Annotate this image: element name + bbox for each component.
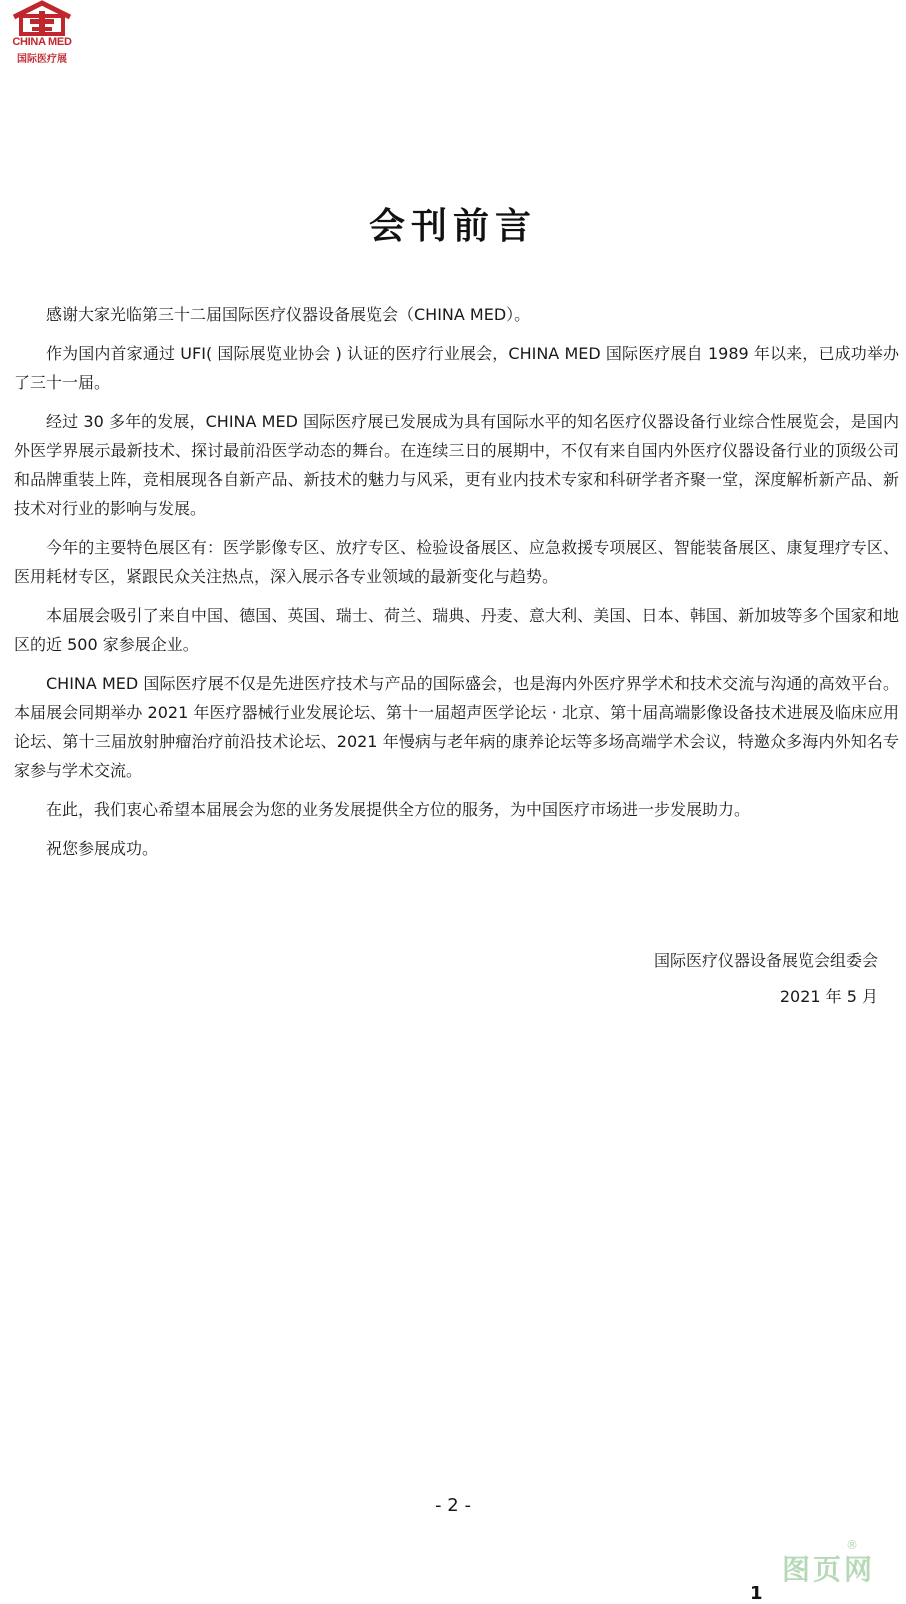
paragraph-wishes: 在此，我们衷心希望本届展会为您的业务发展提供全方位的服务，为中国医疗市场进一步发展助力。 [46, 800, 751, 819]
china-med-logo [0, 0, 86, 66]
page-title: 会刊前言 [368, 206, 537, 247]
paragraph-ufi-certification: 作为国内首家通过 UFI( 国际展览业协会 ) 认证的医疗行业展会，CHINA MED 国际医疗展自 1989 年以来，已成功举办了三十一届。 [14, 344, 899, 392]
watermark-text: 图页网 [782, 1553, 876, 1586]
watermark-registered-mark: ® [846, 1538, 858, 1552]
logo-text-english: CHINA MED [12, 36, 72, 48]
page-number: - 2 - [435, 1495, 471, 1516]
corner-page-number: 1 [750, 1583, 763, 1604]
paragraph-exhibitors: 本届展会吸引了来自中国、德国、英国、瑞士、荷兰、瑞典、丹麦、意大利、美国、日本、韩国、新加坡等多个国家和地区的近 500 家参展企业。 [14, 606, 899, 654]
logo-text-chinese: 国际医疗展 [17, 54, 67, 65]
signature-organizer: 国际医疗仪器设备展览会组委会 [653, 951, 878, 970]
house-cross-logo-icon [10, 0, 74, 36]
signature-date: 2021 年 5 月 [779, 987, 878, 1006]
paragraph-development: 经过 30 多年的发展，CHINA MED 国际医疗展已发展成为具有国际水平的知名医疗仪器设备行业综合性展览会，是国内外医学界展示最新技术、探讨最前沿医学动态的舞台。在连续三日的展期中，不仅有来自国内外医疗仪器设备行业的顶级公司和品牌重装上阵，竞相展现各自新产品、新技术的魅力与风采，更有业内技术专家和科研学者齐聚一堂，深度解析新产品、新技术对行业的影响与发展。 [14, 412, 899, 518]
preface-body [14, 300, 899, 873]
paragraph-closing: 祝您参展成功。 [46, 839, 159, 858]
paragraph-forums: CHINA MED 国际医疗展不仅是先进医疗技术与产品的国际盛会，也是海内外医疗界学术和技术交流与沟通的高效平台。本届展会同期举办 2021 年医疗器械行业发展论坛、第十一届超声医学论坛 · 北京、第十届高端影像设备技术进展及临床应用论坛、第十三届放射肿瘤治疗前沿技术论坛、2021 年慢病与老年病的康养论坛等多场高端学术会议，特邀众多海内外知名专家参与学术交流。 [14, 674, 899, 780]
signature-block [654, 943, 878, 1015]
paragraph-welcome: 感谢大家光临第三十二届国际医疗仪器设备展览会（CHINA MED）。 [46, 305, 531, 324]
paragraph-featured-zones: 今年的主要特色展区有：医学影像专区、放疗专区、检验设备展区、应急救援专项展区、智能装备展区、康复理疗专区、医用耗材专区，紧跟民众关注热点，深入展示各专业领域的最新变化与趋势。 [14, 538, 899, 586]
